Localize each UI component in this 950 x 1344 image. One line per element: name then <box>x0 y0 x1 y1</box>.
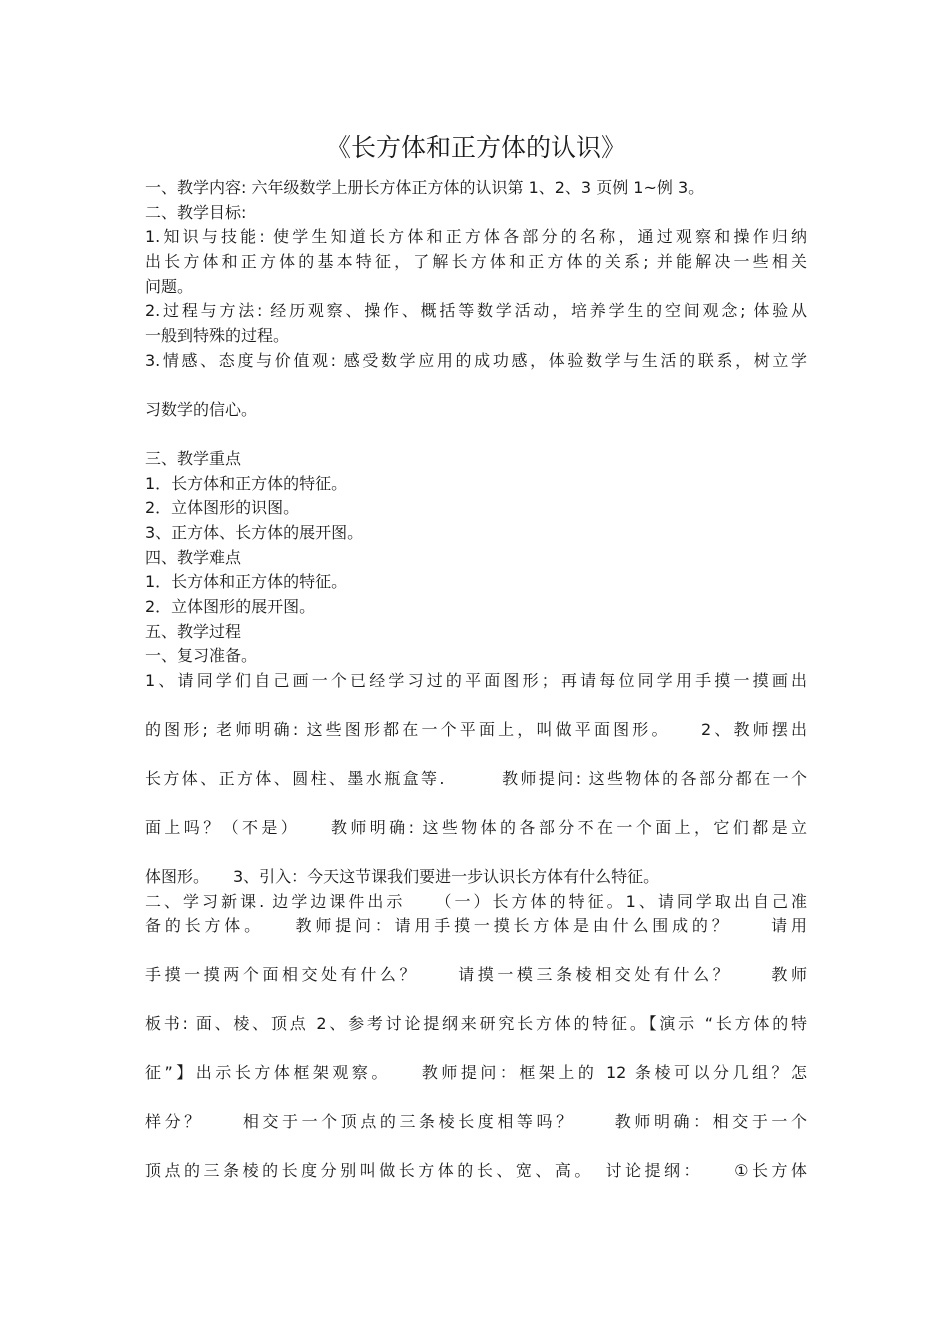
text-line: 一、教学内容: 六年级数学上册长方体正方体的认识第 1、2、3 页例 1~例 3。 <box>145 178 705 197</box>
text-line: 顶点的三条棱的长度分别叫做长方体的长、宽、高。 讨论提纲： ①长方体 <box>145 1161 807 1181</box>
text-line: 二、教学目标: <box>145 202 247 222</box>
text-line: 2．立体图形的识图。 <box>145 498 300 518</box>
text-line: 2．立体图形的展开图。 <box>145 596 316 616</box>
text-line: 手摸一摸两个面相交处有什么？ 请摸一模三条棱相交处有什么？ 教师 <box>145 965 807 985</box>
text-line: 的图形; 老师明确: 这些图形都在一个平面上，叫做平面图形。 2、教师摆出 <box>145 720 807 739</box>
text-line: 一、复习准备。 <box>145 646 258 666</box>
text-line: 出长方体和正方体的基本特征，了解长方体和正方体的关系; 并能解决一些相关 <box>145 252 807 272</box>
text-line: 二、学习新课. 边学边课件出示 （一）长方体的特征。1、请同学取出自己准 <box>145 891 807 911</box>
text-line: 样分？ 相交于一个顶点的三条棱长度相等吗？ 教师明确：相交于一个 <box>145 1112 807 1132</box>
text-line: 一般到特殊的过程。 <box>145 326 290 346</box>
text-line: 三、教学重点 <box>145 448 242 468</box>
text-line: 3、正方体、长方体的展开图。 <box>145 522 364 542</box>
text-line: 面上吗？（不是） 教师明确: 这些物体的各部分不在一个面上，它们都是立 <box>145 818 807 837</box>
text-line: 长方体、正方体、圆柱、墨水瓶盒等. 教师提问: 这些物体的各部分都在一个 <box>145 769 807 788</box>
document-title: 《长方体和正方体的认识》 <box>325 133 626 162</box>
text-line: 习数学的信心。 <box>145 399 258 419</box>
text-line: 1.知识与技能: 使学生知道长方体和正方体各部分的名称，通过观察和操作归纳 <box>145 227 807 247</box>
text-line: 四、教学难点 <box>145 547 242 567</box>
text-line: 1．长方体和正方体的特征。 <box>145 572 348 592</box>
text-line: 征”】出示长方体框架观察。 教师提问：框架上的 12 条棱可以分几组？怎 <box>145 1063 807 1083</box>
text-line: 2.过程与方法: 经历观察、操作、概括等数学活动，培养学生的空间观念; 体验从 <box>145 301 807 321</box>
text-line: 1．长方体和正方体的特征。 <box>145 473 348 493</box>
text-line: 体图形。 3、引入：今天这节课我们要进一步认识长方体有什么特征。 <box>145 867 660 886</box>
text-line: 五、教学过程 <box>145 621 242 641</box>
document-body <box>145 176 807 1184</box>
text-line: 3.情感、态度与价值观: 感受数学应用的成功感，体验数学与生活的联系，树立学 <box>145 350 807 370</box>
text-line: 板书: 面、棱、顶点 2、参考讨论提纲来研究长方体的特征。【演示 “长方体的特 <box>145 1014 807 1034</box>
text-line: 备的长方体。 教师提问：请用手摸一摸长方体是由什么围成的？ 请用 <box>145 916 807 936</box>
text-line: 问题。 <box>145 276 194 296</box>
text-line: 1、请同学们自己画一个已经学习过的平面图形；再请每位同学用手摸一摸画出 <box>145 671 807 690</box>
